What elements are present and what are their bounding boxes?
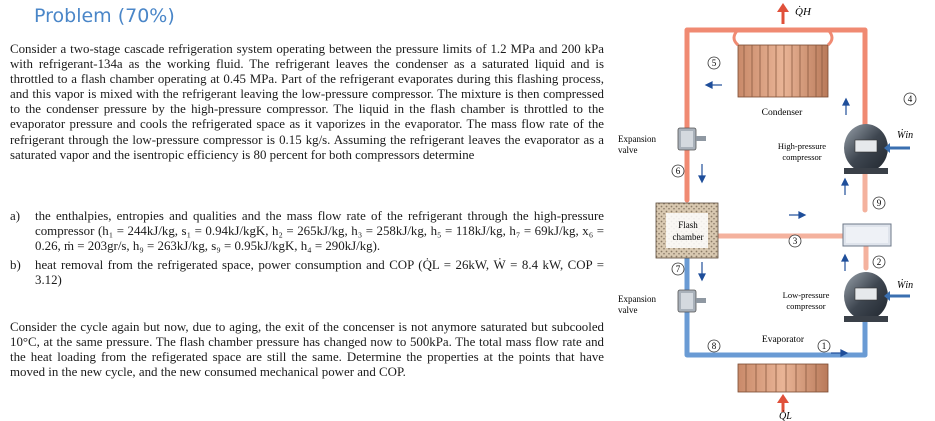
state-5-label: 5: [711, 58, 717, 68]
bottom-expansion-valve: [678, 290, 706, 312]
expansion-valve-bottom-label-2: valve: [618, 305, 638, 315]
flash-label-1: Flash: [678, 220, 698, 230]
expansion-valve-top-label-2: valve: [618, 145, 638, 155]
followup-paragraph: Consider the cycle again but now, due to aging, the exit of the concenser is not anymore saturated but subcooled 10°C, at the same pressure. The flash chamber pressure has changed now to 500kPa. The total mass flow rate and the heat loading from the refigerated space are still the same. Determine the properties at the points that have moved in the new cycle, and the new consumed mechanical power and COP.: [10, 320, 604, 380]
expansion-valve-bottom-label-1: Expansion: [618, 294, 656, 304]
state-9-label: 9: [876, 198, 882, 208]
lp-compressor-label-2: compressor: [786, 301, 826, 311]
low-pressure-compressor: [844, 272, 888, 322]
hp-compressor-label-2: compressor: [782, 152, 822, 162]
part-b-text: heat removal from the refrigerated space, power consumption and COP (Q̇L = 26kW, Ẇ = 8.4 kW, COP = 3.12): [35, 258, 604, 288]
state-7-label: 7: [675, 264, 681, 274]
lp-compressor-label-1: Low-pressure: [782, 290, 830, 300]
state-8-label: 8: [711, 341, 717, 351]
cascade-refrigeration-diagram: [612, 0, 934, 421]
state-6-label: 6: [675, 166, 681, 176]
state-1-label: 1: [821, 341, 827, 351]
part-b-label: b): [10, 258, 21, 272]
flow-arrows: [699, 82, 849, 356]
top-expansion-valve: [678, 128, 706, 150]
high-pressure-compressor: [844, 124, 888, 174]
part-a-label: a): [10, 209, 21, 223]
state-3-label: 3: [792, 236, 798, 246]
expansion-valve-top-label-1: Expansion: [618, 134, 656, 144]
q-h-label: Q̇H: [795, 6, 811, 18]
hp-compressor-label-1: High-pressure: [777, 141, 827, 151]
flash-label-2: chamber: [672, 232, 704, 242]
state-4-label: 4: [907, 94, 913, 104]
part-b: [10, 258, 604, 288]
evaporator-label: Evaporator: [761, 335, 805, 345]
condenser: [734, 30, 832, 97]
problem-title: Problem (70%): [34, 5, 175, 27]
w-in-bottom-label: Ẇin: [897, 280, 914, 291]
state-2-label: 2: [876, 257, 882, 267]
problem-intro: Consider a two-stage cascade refrigeration system operating between the pressure limits of 1.2 MPa and 200 kPa with refrigerant-134a as the working fluid. The refrigerant leaves the condenser as a saturated liquid and is throttled to a flash chamber operating at 0.45 MPa. Part of the refrigerant evaporates during this flashing process, and this vapor is mixed with the refrigerant leaving the low-pressure compressor. The mixture is then compressed to the condenser pressure by the high-pressure compressor. The liquid in the flash chamber is throttled to the evaporator pressure and cools the refrigerated space as it vaporizes in the evaporator. The mass flow rate of the refrigerant through the low-pressure compressor is 0.15 kg/s. Assuming the refrigerant leaves the evaporator as a saturated vapor and the isentropic efficiency is 80 percent for both compressors determine: [10, 42, 604, 162]
evaporator: [738, 364, 828, 392]
condenser-label: Condenser: [761, 108, 803, 118]
part-a-text: the enthalpies, entropies and qualities and the mass flow rate of the refrigerant through the high-pressure compressor (h₁ = 244kJ/kg, s₁ = 0.94kJ/kgK, h₂ = 265kJ/kg, h₃ = 258kJ/kg, h₅ = 118kJ/kg, h₇ = 69kJ/kg, x₆ = 0.26, ṁ = 203gr/s, h₉ = 263kJ/kg, s₉ = 0.95kJ/kgK, h₄ = 290kJ/kg).: [35, 209, 604, 254]
part-a: [10, 209, 604, 254]
q-l-label: Q̇L: [779, 411, 792, 421]
w-in-top-label: Ẇin: [897, 130, 914, 141]
